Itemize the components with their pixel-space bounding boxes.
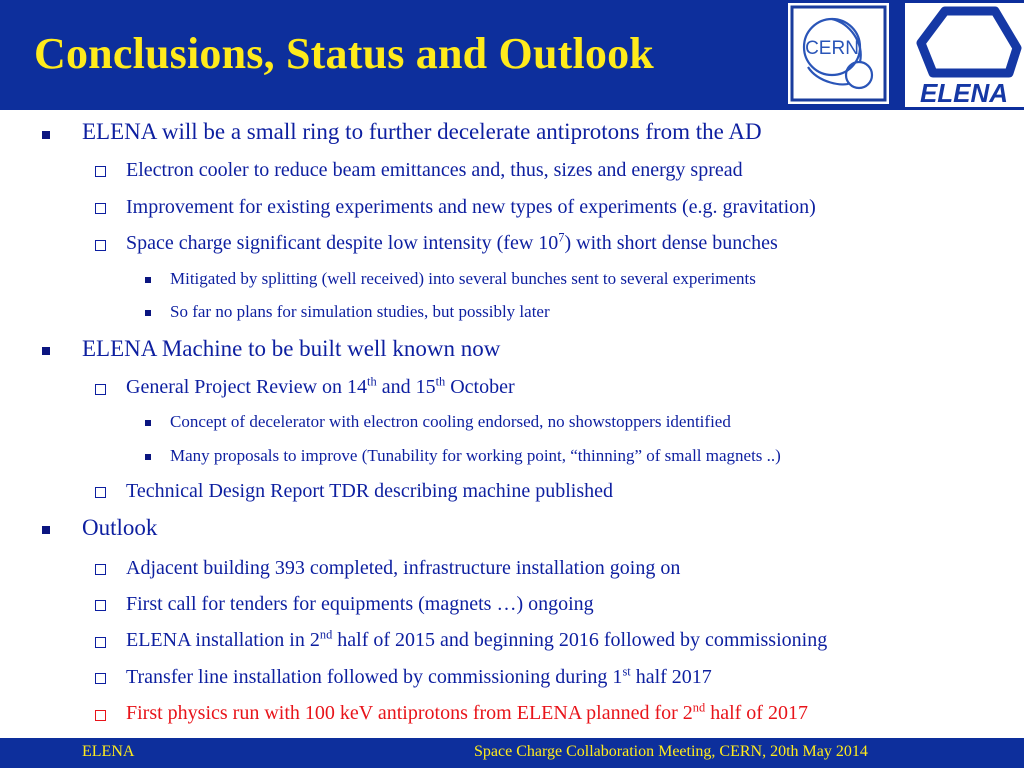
bullet-text: Electron cooler to reduce beam emittances and, thus, sizes and energy spread [126, 159, 743, 181]
bullet-text: ELENA will be a small ring to further decelerate antiprotons from the AD [82, 119, 762, 144]
bullet-text: Space charge significant despite low intensity (few $10^7$) with short dense bunches [126, 230, 778, 254]
slide-body [0, 110, 1024, 738]
bullet-text: Transfer line installation followed by commissioning during 1st half 2017 [126, 664, 712, 688]
bullet-text: Many proposals to improve (Tunability for working point, “thinning” of small magnets ..) [170, 446, 781, 465]
bullet-text: Concept of decelerator with electron cooling endorsed, no showstoppers identified [170, 412, 731, 431]
bullet-box-icon [95, 203, 106, 214]
cern-logo [788, 3, 889, 104]
bullet-text: ELENA installation in 2nd half of 2015 and beginning 2016 followed by commissioning [126, 627, 828, 651]
bullet-box-icon [95, 166, 106, 177]
svg-text:ELENA: ELENA [919, 78, 1009, 107]
bullet-box-icon [95, 710, 106, 721]
bullet-text: Mitigated by splitting (well received) into several bunches sent to several experiments [170, 269, 756, 288]
bullet-box-icon [95, 637, 106, 648]
bullet-text: First call for tenders for equipments (magnets …) ongoing [126, 593, 594, 615]
bullet-box-icon [95, 564, 106, 575]
bullet-square-icon [42, 526, 50, 534]
bullet-square-icon [145, 310, 151, 316]
bullet-text: Technical Design Report TDR describing machine published [126, 480, 614, 502]
bullet-box-icon [95, 673, 106, 684]
bullet-square-icon [145, 454, 151, 460]
bullet-text: So far no plans for simulation studies, but possibly later [170, 302, 550, 321]
bullet-text: Improvement for existing experiments and new types of experiments (e.g. gravitation) [126, 196, 816, 218]
bullet-box-icon [95, 240, 106, 251]
bullet-square-icon [145, 277, 151, 283]
bullet-text: ELENA Machine to be built well known now [82, 336, 501, 361]
footer-left-label: ELENA [82, 743, 135, 760]
elena-logo [905, 3, 1024, 107]
slide-header [0, 0, 1024, 110]
bullet-square-icon [145, 420, 151, 426]
footer-right-label: Space Charge Collaboration Meeting, CERN, 20th May 2014 [474, 743, 868, 760]
bullet-box-icon [95, 600, 106, 611]
svg-text:CERN: CERN [805, 38, 859, 59]
bullet-square-icon [42, 347, 50, 355]
bullet-box-icon [95, 487, 106, 498]
bullet-text: Adjacent building 393 completed, infrastructure installation going on [126, 557, 681, 579]
bullet-text: General Project Review on 14th and 15th October [126, 374, 515, 398]
bullet-box-icon [95, 384, 106, 395]
slide-footer [0, 738, 1024, 768]
bullet-text: Outlook [82, 515, 158, 540]
highlight-bullet-text: First physics run with 100 keV antiprotons from ELENA planned for 2nd half of 2017 [126, 700, 808, 724]
bullet-square-icon [42, 131, 50, 139]
slide-title: Conclusions, Status and Outlook [34, 29, 654, 78]
